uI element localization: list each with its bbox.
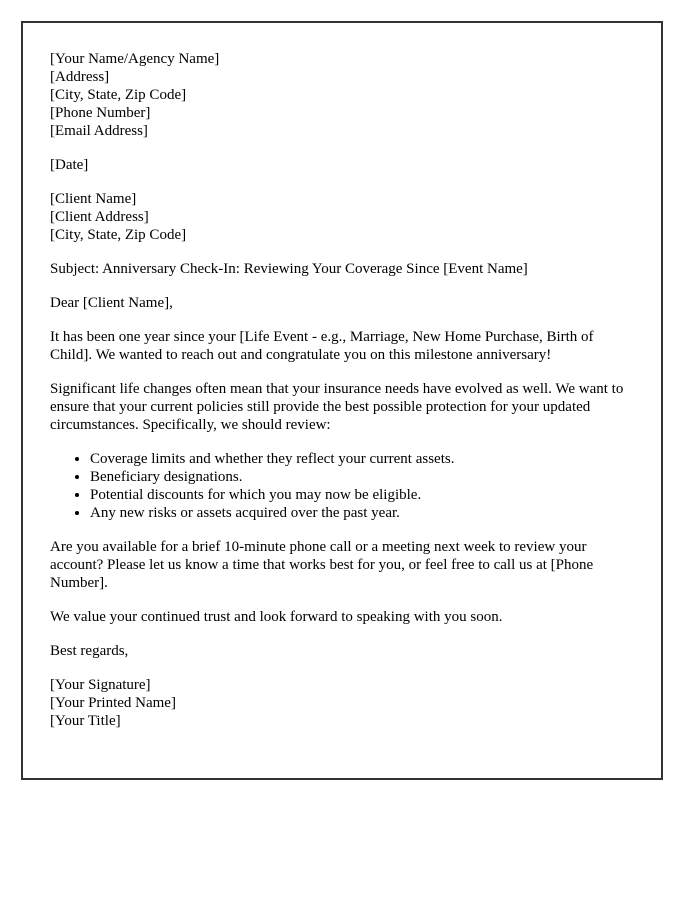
sender-email-line: [Email Address]: [50, 123, 148, 139]
sender-city-state-zip-line: [City, State, Zip Code]: [50, 87, 187, 103]
signature-block: [50, 676, 635, 730]
body-paragraph-thanks: We value your continued trust and look forward to speaking with you soon.: [50, 609, 503, 625]
letter-frame: [21, 21, 663, 780]
bullet-item-discounts: • Potential discounts for which you may now be eligible.: [90, 486, 635, 504]
sender-phone-line: [Phone Number]: [50, 105, 151, 121]
signature-line: [Your Signature]: [50, 677, 151, 693]
recipient-address-block: [50, 190, 635, 244]
printed-name-line: [Your Printed Name]: [50, 695, 176, 711]
date-line: [Date]: [50, 157, 89, 173]
recipient-city-state-zip-line: [City, State, Zip Code]: [50, 227, 187, 243]
review-bullet-list: [50, 450, 635, 522]
bullet-item-coverage-limits: • Coverage limits and whether they reflect your current assets.: [90, 450, 635, 468]
sender-name-line: [Your Name/Agency Name]: [50, 51, 220, 67]
bullet-item-new-risks: • Any new risks or assets acquired over the past year.: [90, 504, 635, 522]
body-paragraph-milestone: It has been one year since your [Life Event - e.g., Marriage, New Home Purchase, Birth of Child]. We wanted to reach out and congratulate you on this milestone anniversary!: [50, 329, 594, 363]
bullet-item-beneficiary: • Beneficiary designations.: [90, 468, 635, 486]
sender-address-block: [50, 50, 635, 140]
salutation: Dear [Client Name],: [50, 295, 173, 311]
body-paragraph-call-to-action: Are you available for a brief 10-minute phone call or a meeting next week to review your account? Please let us know a time that works best for you, or feel free to call us at [Phone Number].: [50, 539, 594, 591]
body-paragraph-review-intro: Significant life changes often mean that your insurance needs have evolved as well. We want to ensure that your current policies still provide the best possible protection for your updated circumstances. Specifically, we should review:: [50, 381, 624, 433]
recipient-address-line: [Client Address]: [50, 209, 149, 225]
sender-address-line: [Address]: [50, 69, 110, 85]
title-line: [Your Title]: [50, 713, 121, 729]
subject-line: Subject: Anniversary Check-In: Reviewing Your Coverage Since [Event Name]: [50, 261, 528, 277]
recipient-name-line: [Client Name]: [50, 191, 137, 207]
signoff: Best regards,: [50, 643, 129, 659]
